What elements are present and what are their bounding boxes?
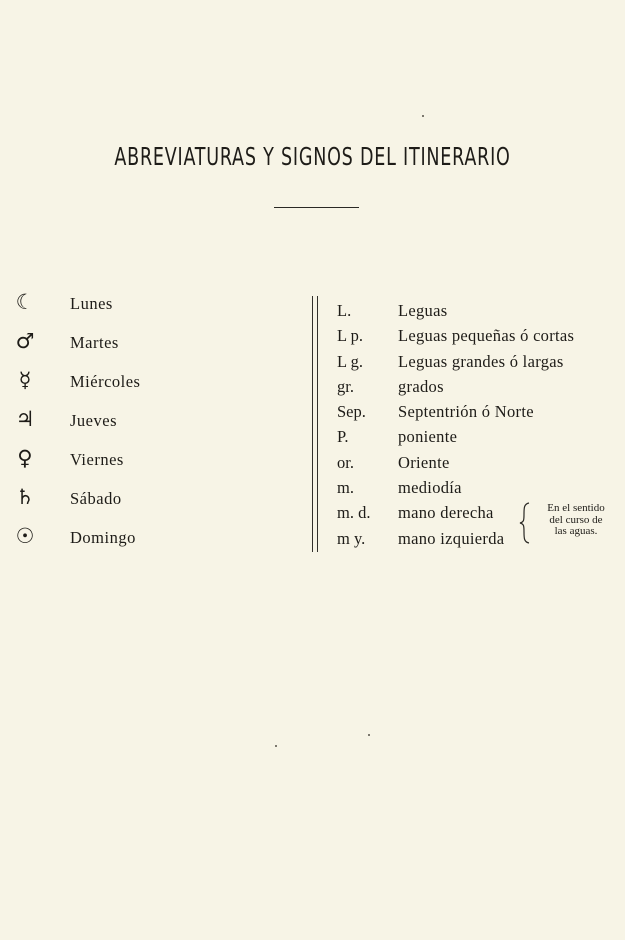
jupiter-icon: ♃	[15, 407, 35, 431]
day-row-miercoles	[0, 368, 300, 407]
abbr-meaning: Oriente	[398, 452, 450, 472]
paper-speck	[275, 745, 277, 747]
day-label: Viernes	[70, 450, 124, 469]
brace-note-line: las aguas.	[554, 525, 598, 537]
day-row-jueves	[0, 407, 300, 446]
moon-icon: ☾	[15, 290, 35, 314]
abbr-key: P.	[337, 427, 349, 447]
day-label: Martes	[70, 333, 119, 352]
abbr-key: m.	[337, 478, 354, 498]
sun-icon: ☉	[15, 524, 35, 548]
day-row-sabado	[0, 485, 300, 524]
abbr-row	[337, 476, 617, 501]
mars-icon: ♂	[15, 329, 35, 353]
abbr-key: L.	[337, 301, 352, 320]
abbr-row	[337, 299, 617, 324]
abbr-meaning: Leguas grandes ó largas	[398, 351, 564, 371]
abbr-row	[337, 350, 617, 375]
saturn-icon: ♄	[15, 485, 35, 509]
abbr-row	[337, 324, 617, 349]
abbr-meaning: mediodía	[398, 478, 462, 498]
abbr-row	[337, 400, 617, 425]
title-rule	[274, 207, 359, 208]
abbr-key: or.	[337, 452, 354, 472]
day-row-viernes	[0, 446, 300, 485]
brace-note-line: En el sentido	[547, 502, 605, 514]
abbr-meaning: mano izquierda	[398, 528, 505, 548]
abbr-row	[337, 375, 617, 400]
abbr-key: gr.	[337, 376, 354, 396]
abbr-key: L p.	[337, 326, 363, 346]
days-list	[0, 290, 300, 563]
mercury-icon: ☿	[18, 368, 32, 392]
day-label: Sábado	[70, 489, 122, 508]
day-label: Domingo	[70, 528, 136, 547]
abbr-row	[337, 451, 617, 476]
day-label: Lunes	[70, 294, 113, 313]
abbr-row	[337, 425, 617, 450]
abbr-key: m y.	[337, 528, 366, 548]
abbr-meaning: grados	[398, 376, 444, 396]
brace-note-line: del curso de	[549, 513, 603, 526]
curly-brace-icon	[519, 502, 531, 544]
abbr-meaning: Leguas	[398, 301, 448, 320]
brace-note	[531, 503, 621, 538]
abbr-meaning: Leguas pequeñas ó cortas	[398, 326, 575, 346]
column-divider-right	[317, 296, 318, 552]
column-divider-left	[312, 296, 313, 552]
abbr-meaning: poniente	[398, 427, 458, 447]
abbr-key: m. d.	[337, 503, 371, 523]
day-label: Miércoles	[70, 372, 141, 391]
abbr-key: Sep.	[337, 402, 366, 422]
page-title: ABREVIATURAS Y SIGNOS DEL ITINERARIO	[114, 142, 511, 171]
day-row-martes	[0, 329, 300, 368]
paper-speck	[368, 734, 370, 736]
day-row-domingo	[0, 524, 300, 563]
paper-speck	[422, 115, 424, 117]
day-row-lunes	[0, 290, 300, 329]
venus-icon: ♀	[17, 446, 33, 470]
abbr-meaning: mano derecha	[398, 503, 494, 523]
abbr-key: L g.	[337, 351, 363, 371]
abbr-meaning: Septentrión ó Norte	[398, 402, 534, 422]
day-label: Jueves	[70, 411, 117, 430]
